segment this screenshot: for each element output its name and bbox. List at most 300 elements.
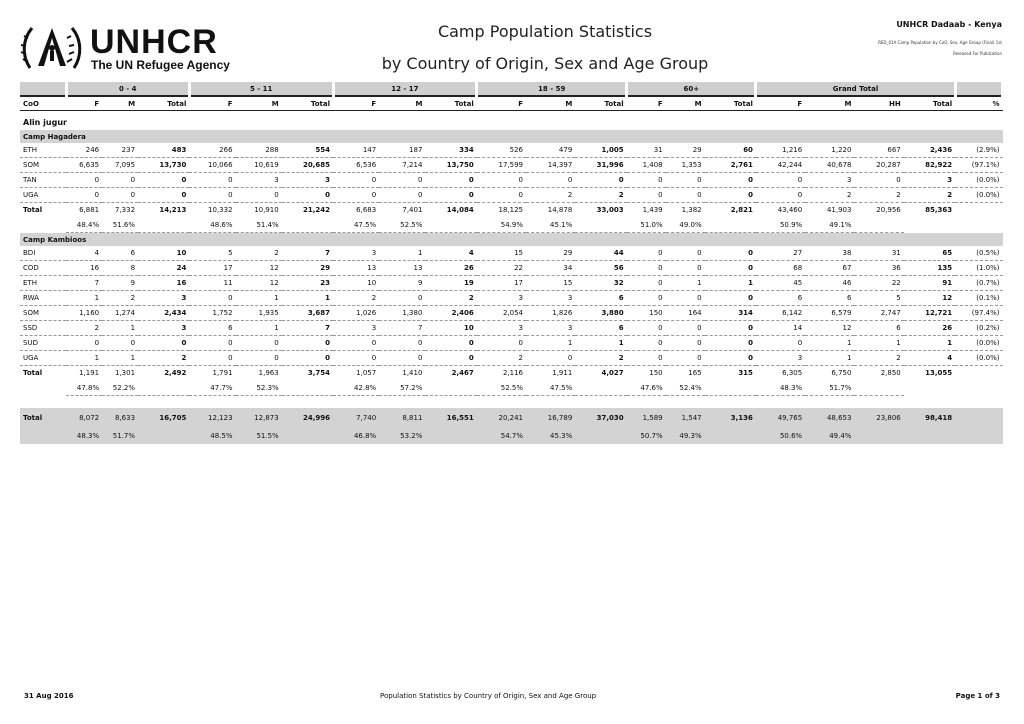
table-row-cell: 0 xyxy=(333,188,379,203)
table-row-cell: 16 xyxy=(138,276,189,291)
table-row-cell: 9 xyxy=(102,276,138,291)
grand-total-percentage-row-cell: 50.7% xyxy=(627,428,666,444)
camp-percentage-row-cell xyxy=(425,380,476,396)
table-row-cell: 1,005 xyxy=(575,143,626,158)
camp-total-row-cell: 2,116 xyxy=(502,369,524,377)
grand-total-row-cell: 20,241 xyxy=(477,408,526,428)
table-row-cell: 0 xyxy=(705,291,756,306)
table-row-cell: 2 xyxy=(102,291,138,306)
table-row-cell: 4 xyxy=(66,246,102,261)
column-header: M xyxy=(805,96,854,111)
age-group-label: Grand Total xyxy=(756,82,955,96)
camp-percentage-row-cell xyxy=(575,217,626,233)
table-row-cell: 15 xyxy=(526,276,575,291)
table-row-cell: 2 xyxy=(66,321,102,336)
table-row-cell: 10,066 xyxy=(189,158,235,173)
table-row-cell: 6 xyxy=(575,321,626,336)
grand-total-percentage-row-cell xyxy=(20,428,66,444)
table-row-cell: 16 xyxy=(66,261,102,276)
table-row-cell: 0 xyxy=(282,351,333,366)
table-row-cell: 0 xyxy=(425,336,476,351)
camp-name: Camp Hagadera xyxy=(20,130,1003,143)
table-row-cell: 38 xyxy=(805,246,854,261)
table-row-cell: 0 xyxy=(705,351,756,366)
camp-percentage-row-cell: 47.6% xyxy=(627,380,666,396)
spacer-cell xyxy=(20,396,1003,409)
table-row-cell: (0.5%) xyxy=(955,246,1002,261)
grand-total-row-cell: 12,123 xyxy=(189,408,235,428)
column-header: Total xyxy=(282,96,333,111)
footer-page-number: Page 1 of 3 xyxy=(955,692,1000,700)
table-row-cell: (0.0%) xyxy=(955,188,1002,203)
column-header: F xyxy=(189,96,235,111)
table-row-cell: 40,678 xyxy=(805,158,854,173)
table-row-cell: 6 xyxy=(102,246,138,261)
camp-percentage-row-cell: 57.2% xyxy=(379,380,425,396)
camp-percentage-row-cell: 48.4% xyxy=(66,217,102,233)
table-row-cell: 0 xyxy=(333,173,379,188)
table-row-cell: ETH xyxy=(20,276,66,291)
table-row-cell: 187 xyxy=(379,143,425,158)
camp-total-row-cell: Total xyxy=(23,369,43,377)
grand-total-percentage-row-cell: 49.4% xyxy=(805,428,854,444)
camp-total-row-cell: 1,057 xyxy=(356,369,377,377)
table-row-cell: 1 xyxy=(705,276,756,291)
grand-total-row-cell: 1,589 xyxy=(627,408,666,428)
table-row-cell: 3 xyxy=(138,291,189,306)
table-row-cell: 0 xyxy=(666,188,705,203)
table-row-cell: 1,216 xyxy=(756,143,805,158)
table-row-cell: 3 xyxy=(526,321,575,336)
table-row-cell: 0 xyxy=(627,188,666,203)
table-row-cell: 0 xyxy=(705,173,756,188)
table-row-cell: 1 xyxy=(805,336,854,351)
camp-total-row-cell: 1,301 xyxy=(114,369,136,377)
table-row-cell: 0 xyxy=(666,246,705,261)
grand-total-row xyxy=(20,408,1003,428)
table-row-cell: 0 xyxy=(666,321,705,336)
table-row-cell: 67 xyxy=(805,261,854,276)
camp-total-row-cell: 3,754 xyxy=(307,369,331,377)
table-row-cell: 0 xyxy=(666,173,705,188)
column-header: M xyxy=(379,96,425,111)
camp-percentage-row-cell: 47.5% xyxy=(333,217,379,233)
table-row-cell: (97.1%) xyxy=(955,158,1002,173)
office-name: UNHCR Dadaab - Kenya xyxy=(896,20,1002,29)
table-row-cell: 0 xyxy=(627,351,666,366)
column-header: F xyxy=(627,96,666,111)
grand-total-row-cell: 16,705 xyxy=(138,408,189,428)
table-row-cell: 3 xyxy=(477,321,526,336)
table-row-cell: TAN xyxy=(20,173,66,188)
table-row-cell: 0 xyxy=(666,261,705,276)
table-row-cell: 1 xyxy=(236,291,282,306)
table-row-cell: 479 xyxy=(526,143,575,158)
column-header: HH xyxy=(854,96,903,111)
camp-total-row-cell: 1,911 xyxy=(552,369,573,377)
camp-percentage-row-cell: 49.0% xyxy=(666,217,705,233)
table-row-cell: 0 xyxy=(189,188,235,203)
grand-total-percentage-row-cell xyxy=(282,428,333,444)
column-header: M xyxy=(666,96,705,111)
table-row-cell: 1 xyxy=(102,351,138,366)
grand-total-row-cell: 8,633 xyxy=(102,408,138,428)
table-row-cell: 36 xyxy=(854,261,903,276)
camp-percentage-row-cell: 45.1% xyxy=(526,217,575,233)
table-row-cell: (2.9%) xyxy=(955,143,1002,158)
table-row-cell: 6 xyxy=(854,321,903,336)
table-row-cell: 237 xyxy=(102,143,138,158)
camp-percentage-row-cell xyxy=(955,217,1002,233)
table-row-cell: SSD xyxy=(20,321,66,336)
grand-total-percentage-row-cell: 46.8% xyxy=(333,428,379,444)
camp-percentage-row-cell: 48.3% xyxy=(756,380,805,396)
table-row-cell: 0 xyxy=(477,336,526,351)
table-row-cell: 6,635 xyxy=(66,158,102,173)
camp-total-row xyxy=(20,203,1003,218)
location-row xyxy=(20,111,1003,131)
camp-percentage-row-cell: 47.7% xyxy=(189,380,235,396)
table-row xyxy=(20,351,1003,366)
grand-total-percentage-row-cell xyxy=(425,428,476,444)
table-row-cell: 10 xyxy=(425,321,476,336)
table-row-cell: 6,536 xyxy=(333,158,379,173)
grand-total-row-cell: 37,030 xyxy=(575,408,626,428)
table-row xyxy=(20,188,1003,203)
table-row-cell: 314 xyxy=(705,306,756,321)
camp-percentage-row-cell: 48.6% xyxy=(189,217,235,233)
table-row-cell: 2 xyxy=(526,188,575,203)
table-row-cell: 2 xyxy=(477,351,526,366)
table-row-cell: 0 xyxy=(189,336,235,351)
camp-percentage-row-cell: 52.4% xyxy=(666,380,705,396)
camp-total-row-cell: 1,191 xyxy=(79,369,100,377)
table-row-cell: 26 xyxy=(904,321,955,336)
column-header: M xyxy=(526,96,575,111)
table-row-cell: 15 xyxy=(477,246,526,261)
table-row-cell: 0 xyxy=(526,351,575,366)
table-row-cell: 0 xyxy=(189,291,235,306)
camp-percentage-row xyxy=(20,380,1003,396)
table-row-cell: (0.1%) xyxy=(955,291,1002,306)
table-row-cell: 17 xyxy=(189,261,235,276)
camp-total-row-cell: Total xyxy=(23,206,43,214)
table-row-cell: 24 xyxy=(138,261,189,276)
table-row-cell: 2 xyxy=(575,351,626,366)
table-row-cell: 0 xyxy=(854,173,903,188)
table-row-cell: 6 xyxy=(756,291,805,306)
table-row-cell: (0.0%) xyxy=(955,336,1002,351)
camp-total-row-cell: 7,401 xyxy=(402,206,423,214)
table-row-cell: 1 xyxy=(236,321,282,336)
table-row-cell: 0 xyxy=(756,188,805,203)
table-row-cell: 17 xyxy=(477,276,526,291)
table-row-cell: 13 xyxy=(379,261,425,276)
column-header: Total xyxy=(705,96,756,111)
table-row-cell: 0 xyxy=(627,321,666,336)
camp-percentage-row-cell xyxy=(955,380,1002,396)
grand-total-percentage-row-cell xyxy=(575,428,626,444)
camp-percentage-row-cell: 47.5% xyxy=(526,380,575,396)
table-row-cell: 1 xyxy=(805,351,854,366)
table-row-cell: 0 xyxy=(379,188,425,203)
table-row-cell: 0 xyxy=(425,173,476,188)
table-row-cell: 11 xyxy=(189,276,235,291)
grand-total-row-cell: 7,740 xyxy=(333,408,379,428)
table-row-cell: 4 xyxy=(425,246,476,261)
camp-total-row-cell: 6,305 xyxy=(782,369,803,377)
table-row-cell: 12 xyxy=(236,261,282,276)
table-row-cell: 0 xyxy=(705,336,756,351)
table-row-cell: 14,397 xyxy=(526,158,575,173)
table-row-cell: 3 xyxy=(756,351,805,366)
table-row-cell: 0 xyxy=(756,336,805,351)
camp-total-row-cell: 2,492 xyxy=(164,369,187,377)
table-row-cell: 26 xyxy=(425,261,476,276)
table-row-cell: 3 xyxy=(526,291,575,306)
table-row-cell: 13,730 xyxy=(138,158,189,173)
table-row-cell: 0 xyxy=(138,336,189,351)
table-row-cell: UGA xyxy=(20,351,66,366)
column-header: M xyxy=(236,96,282,111)
statistics-table xyxy=(20,82,1004,444)
column-header: Total xyxy=(138,96,189,111)
grand-total-percentage-row-cell: 51.7% xyxy=(102,428,138,444)
camp-percentage-row-cell: 52.5% xyxy=(379,217,425,233)
table-row-cell: 1 xyxy=(102,321,138,336)
table-row-cell: BDI xyxy=(20,246,66,261)
table-row-cell: 5 xyxy=(189,246,235,261)
table-row-cell: 2 xyxy=(854,188,903,203)
table-row-cell: RWA xyxy=(20,291,66,306)
table-row-cell: 334 xyxy=(425,143,476,158)
table-row-cell: 1,220 xyxy=(805,143,854,158)
table-row-cell: 0 xyxy=(756,173,805,188)
grand-total-row-cell: 12,873 xyxy=(236,408,282,428)
camp-total-row-cell: 20,956 xyxy=(876,206,901,214)
table-row xyxy=(20,321,1003,336)
camp-total-row-cell xyxy=(955,203,1002,218)
table-row-cell: 7 xyxy=(282,321,333,336)
table-row-cell: 32 xyxy=(575,276,626,291)
table-row-cell: 1 xyxy=(575,336,626,351)
table-row-cell: 31 xyxy=(854,246,903,261)
camp-total-row-cell: 150 xyxy=(649,369,663,377)
camp-total-row-cell: 18,125 xyxy=(498,206,524,214)
table-row-cell: 12 xyxy=(805,321,854,336)
camp-total-row-cell: 10,332 xyxy=(208,206,233,214)
table-row-cell: 3 xyxy=(282,173,333,188)
grand-total-row-cell: 49,765 xyxy=(756,408,805,428)
table-row-cell: 0 xyxy=(627,336,666,351)
table-row-cell: 667 xyxy=(854,143,903,158)
table-row-cell: 10,619 xyxy=(236,158,282,173)
table-row-cell: 2,434 xyxy=(138,306,189,321)
table-row-cell: 6 xyxy=(575,291,626,306)
group-spacer xyxy=(20,82,66,96)
table-row-cell: 0 xyxy=(379,351,425,366)
table-row-cell: 483 xyxy=(138,143,189,158)
table-row-cell: 0 xyxy=(138,188,189,203)
table-row-cell: 29 xyxy=(666,143,705,158)
table-row-cell: 1 xyxy=(526,336,575,351)
table-row xyxy=(20,336,1003,351)
table-row-cell: 3 xyxy=(805,173,854,188)
table-row-cell: 0 xyxy=(627,246,666,261)
column-header: F xyxy=(477,96,526,111)
table-row xyxy=(20,158,1003,173)
grand-total-percentage-row-cell: 50.6% xyxy=(756,428,805,444)
table-row-cell: 7,214 xyxy=(379,158,425,173)
report-title: Camp Population Statistics xyxy=(437,22,653,41)
camp-header-row xyxy=(20,130,1003,143)
column-header: % xyxy=(955,96,1002,111)
camp-percentage-row-cell xyxy=(854,380,903,396)
footer-date: 31 Aug 2016 xyxy=(24,692,74,700)
table-row-cell: (1.0%) xyxy=(955,261,1002,276)
table-row-cell: 0 xyxy=(282,188,333,203)
table-row-cell: 1,380 xyxy=(379,306,425,321)
table-row-cell: 6 xyxy=(189,321,235,336)
table-row-cell: 12 xyxy=(236,276,282,291)
camp-total-row-cell xyxy=(955,366,1002,381)
grand-total-percentage-row-cell: 54.7% xyxy=(477,428,526,444)
table-row xyxy=(20,291,1003,306)
camp-total-row-cell: 21,242 xyxy=(303,206,331,214)
grand-total-row-cell: 23,806 xyxy=(854,408,903,428)
table-row xyxy=(20,276,1003,291)
age-group-label: 60+ xyxy=(627,82,756,96)
table-row-cell: 3 xyxy=(333,321,379,336)
table-row-cell: 3 xyxy=(236,173,282,188)
table-row-cell: 0 xyxy=(627,276,666,291)
table-row-cell: 2 xyxy=(805,188,854,203)
camp-percentage-row-cell: 51.7% xyxy=(805,380,854,396)
table-row-cell: 7 xyxy=(379,321,425,336)
table-row-cell: 0 xyxy=(102,336,138,351)
table-row-cell: 0 xyxy=(477,188,526,203)
camp-total-row-cell: 33,003 xyxy=(596,206,624,214)
table-row-cell: 2,406 xyxy=(425,306,476,321)
camp-percentage-row-cell xyxy=(138,217,189,233)
camp-percentage-row-cell: 50.9% xyxy=(756,217,805,233)
table-row-cell: 60 xyxy=(705,143,756,158)
camp-percentage-row-cell xyxy=(20,380,66,396)
table-row-cell: 0 xyxy=(282,336,333,351)
table-row-cell: 6,142 xyxy=(756,306,805,321)
grand-total-row-cell: 8,811 xyxy=(379,408,425,428)
table-row-cell: 246 xyxy=(66,143,102,158)
column-header: F xyxy=(333,96,379,111)
table-row-cell: 0 xyxy=(236,351,282,366)
table-row-cell: (0.0%) xyxy=(955,351,1002,366)
table-row-cell: (97.4%) xyxy=(955,306,1002,321)
table-row-cell: 8 xyxy=(102,261,138,276)
table-row-cell: 3 xyxy=(138,321,189,336)
table-row-cell: 4 xyxy=(904,351,955,366)
table-row-cell: 91 xyxy=(904,276,955,291)
camp-name: Camp Kambioos xyxy=(20,233,1003,247)
table-row-cell: 42,244 xyxy=(756,158,805,173)
column-header: Total xyxy=(575,96,626,111)
camp-total-row-cell: 1,410 xyxy=(402,369,423,377)
grand-total-percentage-row-cell: 48.5% xyxy=(189,428,235,444)
table-row-cell: ETH xyxy=(20,143,66,158)
table-row-cell: 13,750 xyxy=(425,158,476,173)
table-row-cell: 1,935 xyxy=(236,306,282,321)
camp-total-row-cell: 14,878 xyxy=(547,206,573,214)
camp-percentage-row-cell xyxy=(138,380,189,396)
camp-percentage-row-cell xyxy=(282,217,333,233)
camp-percentage-row-cell: 47.8% xyxy=(66,380,102,396)
camp-total-row-cell: 6,683 xyxy=(356,206,377,214)
table-row-cell: 0 xyxy=(189,351,235,366)
table-row-cell: 45 xyxy=(756,276,805,291)
age-group-label: 12 - 17 xyxy=(333,82,477,96)
table-row-cell: 0 xyxy=(575,173,626,188)
table-row-cell: 0 xyxy=(526,173,575,188)
grand-total-percentage-row-cell: 51.5% xyxy=(236,428,282,444)
table-row-cell: (0.0%) xyxy=(955,173,1002,188)
camp-percentage-row-cell xyxy=(705,380,756,396)
table-row-cell: 0 xyxy=(477,173,526,188)
table-row-cell: 2,436 xyxy=(904,143,955,158)
report-code: RED_01A Camp Population by CoO, Sex, Age Group (Final) 1st xyxy=(878,40,1002,45)
table-row-cell: 31 xyxy=(627,143,666,158)
camp-percentage-row-cell xyxy=(20,217,66,233)
table-row-cell: 0 xyxy=(379,336,425,351)
table-row-cell: 0 xyxy=(138,173,189,188)
release-note: Released For Publication xyxy=(953,51,1002,56)
table-row-cell: 0 xyxy=(333,336,379,351)
logo-tagline: The UN Refugee Agency xyxy=(91,58,230,72)
table-row-cell: 31,996 xyxy=(575,158,626,173)
camp-percentage-row-cell xyxy=(575,380,626,396)
camp-total-row-cell: 14,213 xyxy=(159,206,187,214)
table-row-cell: 2 xyxy=(904,188,955,203)
table-row-cell: 5 xyxy=(854,291,903,306)
table-row-cell: 0 xyxy=(425,188,476,203)
table-row-cell: 0 xyxy=(705,246,756,261)
column-header: CoO xyxy=(20,96,66,111)
table-row-cell: 7,095 xyxy=(102,158,138,173)
table-row-cell: SUD xyxy=(20,336,66,351)
table-row-cell: 0 xyxy=(627,173,666,188)
camp-percentage-row-cell: 51.6% xyxy=(102,217,138,233)
table-row-cell: 22 xyxy=(854,276,903,291)
grand-total-percentage-row-cell xyxy=(854,428,903,444)
table-row-cell: 27 xyxy=(756,246,805,261)
column-header-row xyxy=(20,96,1003,111)
table-row-cell: 20,287 xyxy=(854,158,903,173)
grand-total-percentage-row xyxy=(20,428,1003,444)
camp-percentage-row-cell xyxy=(904,380,955,396)
camp-percentage-row-cell: 42.8% xyxy=(333,380,379,396)
age-group-header xyxy=(20,82,1003,96)
grand-total-row-cell: Total xyxy=(20,408,66,428)
camp-total-row-cell: 85,363 xyxy=(925,206,953,214)
table-row-cell: 1 xyxy=(854,336,903,351)
table-row-cell: 1,274 xyxy=(102,306,138,321)
table-row-cell: COD xyxy=(20,261,66,276)
camp-total-row-cell: 6,750 xyxy=(831,369,852,377)
camp-percentage-row-cell: 51.0% xyxy=(627,217,666,233)
table-row-cell: 2 xyxy=(138,351,189,366)
table-row-cell: 10 xyxy=(138,246,189,261)
grand-total-percentage-row-cell: 49.3% xyxy=(666,428,705,444)
group-spacer xyxy=(955,82,1002,96)
camp-percentage-row-cell: 52.3% xyxy=(236,380,282,396)
